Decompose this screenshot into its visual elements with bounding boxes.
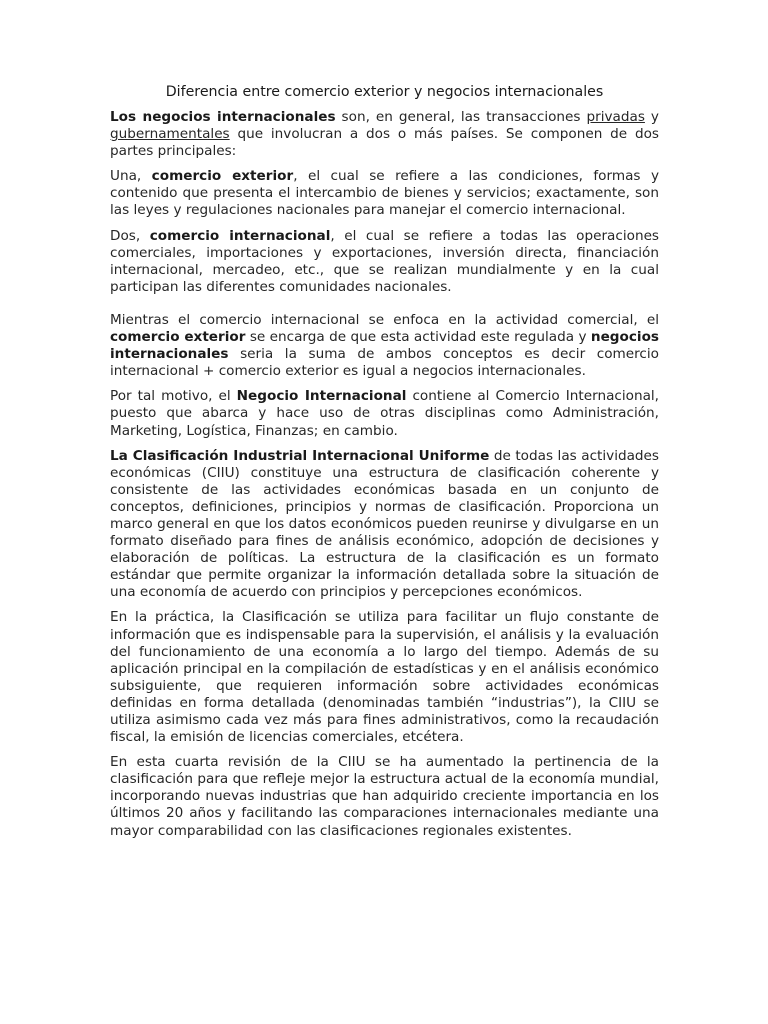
link-privadas[interactable]: privadas xyxy=(586,109,645,125)
paragraph-ciiu: La Clasificación Industrial Internacional Uniforme de todas las actividades económicas (CIIU) constituye una estructura de clasificación coherente y consistente de las actividades económicas basada en un conjunto de conceptos, definiciones, principios y normas de clasificación. Proporciona un marco general en que los datos económicos pueden reunirse y divulgarse en un formato diseñado para fines de análisis económico, adopción de decisiones y elaboración de políticas. La estructura de la clasificación es un formato estándar que permite organizar la información detallada sobre la situación de una economía de acuerdo con principios y percepciones económicos. xyxy=(110,447,660,601)
paragraph-por-tal-motivo: Por tal motivo, el Negocio Internacional contiene al Comercio Internacional, puesto que abarca y hace uso de otras disciplinas como Administración, Marketing, Logística, Finanzas; en cambio. xyxy=(110,388,660,439)
paragraph-en-la-practica: En la práctica, la Clasificación se utiliza para facilitar un flujo constante de información que es indispensable para la supervisión, el análisis y la evaluación del funcionamiento de una economía a lo largo del tiempo. Además de su aplicación principal en la compilación de estadísticas y en el análisis económico subsiguiente, que requieren información sobre actividades económicas definidas en forma detallada (denominadas también “industrias”), la CIIU se utiliza asimismo cada vez más para fines administrativos, como la recaudación fiscal, la emisión de licencias comerciales, etcétera. xyxy=(110,609,659,746)
link-gubernamentales[interactable]: gubernamentales xyxy=(110,126,230,143)
document-body xyxy=(110,83,659,848)
term-negocios-internacionales: Los negocios internacionales xyxy=(110,109,336,125)
paragraph-mientras: Mientras el comercio internacional se enfoca en la actividad comercial, el comercio exterior se encarga de que esta actividad este regulada y negocios internacionales seria la suma de ambos conceptos es decir comercio internacional + comercio exterior es igual a negocios internacionales. xyxy=(110,311,660,380)
paragraph-cuarta-revision: En esta cuarta revisión de la CIIU se ha aumentado la pertinencia de la clasificación para que refleje mejor la estructura actual de la economía mundial, incorporando nuevas industrias que han adquirido creciente importancia en los últimos 20 años y facilitando las comparaciones internacionales mediante una mayor comparabilidad con las clasificaciones regionales existentes. xyxy=(110,754,659,839)
paragraph-negocios-internacionales: Los negocios internacionales son, en general, las transacciones privadas y gubernamentales que involucran a dos o más países. Se componen de dos partes principales: xyxy=(110,109,659,160)
term-comercio-internacional: comercio internacional xyxy=(149,227,331,244)
term-ciiu: La Clasificación Industrial Internacional Uniforme xyxy=(110,447,490,464)
term-comercio-exterior: comercio exterior xyxy=(151,168,294,185)
term-negocios-internacionales-2: negocios internacionales xyxy=(110,329,660,363)
term-comercio-exterior-2: comercio exterior xyxy=(110,329,246,346)
paragraph-comercio-exterior: Una, comercio exterior, el cual se refiere a las condiciones, formas y contenido que presenta el intercambio de bienes y servicios; exactamente, son las leyes y regulaciones nacionales para manejar el comercio internacional. xyxy=(110,168,659,219)
term-negocio-internacional: Negocio Internacional xyxy=(236,388,407,405)
document-title: Diferencia entre comercio exterior y negocios internacionales xyxy=(165,84,604,100)
paragraph-comercio-internacional: Dos, comercio internacional, el cual se refiere a todas las operaciones comerciales, importaciones y exportaciones, inversión directa, financiación internacional, mercadeo, etc., que se realizan mundialmente y en la cual participan las diferentes comunidades nacionales. xyxy=(110,227,660,295)
